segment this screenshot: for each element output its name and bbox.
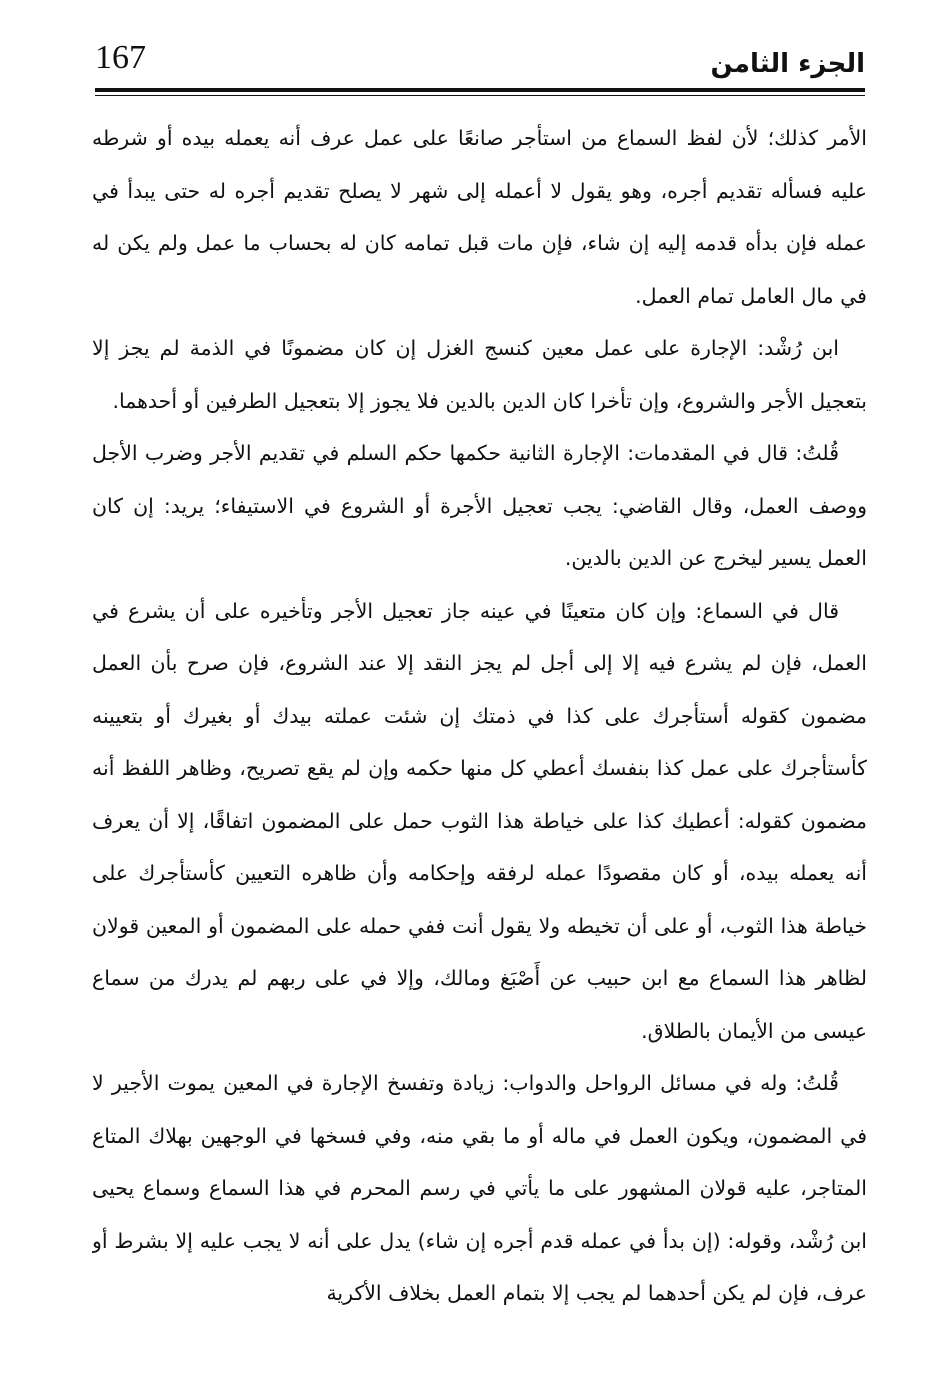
page-number: 167: [95, 39, 146, 76]
paragraph: قُلتُ: وله في مسائل الرواحل والدواب: زيادة وتفسخ الإجارة في المعين يموت الأجير لا في المضمون، ويكون العمل في ماله أو ما بقي منه، وفي فسخها في الوجهين بهلاك المتاع المتاجر، عليه قولان المشهور على ما يأتي في رسم المحرم في هذا السماع وسماع يحيى ابن رُشْد، وقوله: (إن بدأ في عمله قدم أجره إن شاء) يدل على أنه لا يجب عليه إلا بشرط أو عرف، فإن لم يكن أحدهما لم يجب إلا بتمام العمل بخلاف الأكرية: [92, 1071, 867, 1305]
header-rule-thin: [95, 95, 865, 96]
page-header: [95, 36, 865, 86]
paragraph: قال في السماع: وإن كان متعينًا في عينه جاز تعجيل الأجر وتأخيره على أن يشرع في العمل، فإن لم يشرع فيه إلا إلى أجل لم يجز النقد إلا عند الشروع، فإن صرح بأن العمل مضمون كقوله أستأجرك على كذا في ذمتك إن شئت عملته بيدك أو بغيرك أو بتعيينه كأستأجرك على عمل كذا بنفسك أعطي كل منها حكمه وإن لم يقع تصريح، وظاهر اللفظ أنه مضمون كقوله: أعطيك كذا على خياطة هذا الثوب حمل على المضمون اتفاقًا، إلا أن يعرف أنه يعمله بيده، أو كان مقصودًا عمله لرفقه وإحكامه وأن ظاهره التعيين كأستأجرك على خياطة هذا الثوب، أو على أن تخيطه ولا يقول أنت ففي حمله على المضمون أو المعين قولان لظاهر هذا السماع مع ابن حبيب عن أَصْبَغ ومالك، وإلا في على ربهم لم يدرك من سماع عيسى من الأيمان بالطلاق.: [92, 598, 867, 1043]
body-text: [92, 112, 867, 1382]
running-title: الجزء الثامن: [710, 49, 865, 79]
paragraph: ابن رُشْد: الإجارة على عمل معين كنسج الغزل إن كان مضمونًا في الذمة لم يجز إلا بتعجيل الأجر والشروع، وإن تأخرا كان الدين بالدين فلا يجوز إلا بتعجيل الطرفين أو أحدهما.: [92, 336, 867, 413]
paragraph: الأمر كذلك؛ لأن لفظ السماع من استأجر صانعًا على عمل عرف أنه يعمله بيده أو شرطه عليه فسأله تقديم أجره، وهو يقول لا أعمله إلى شهر لا يصلح تقديم أجره له حتى يبدأ في عمله فإن بدأه قدمه إليه إن شاء، فإن مات قبل تمامه كان له بحساب ما عمل ولم يكن له في مال العامل تمام العمل.: [92, 126, 867, 308]
header-rule-thick: [95, 88, 865, 92]
paragraph: قُلتُ: قال في المقدمات: الإجارة الثانية حكمها حكم السلم في تقديم الأجر وضرب الأجل ووصف العمل، وقال القاضي: يجب تعجيل الأجرة أو الشروع في الاستيفاء؛ يريد: إن كان العمل يسير ليخرج عن الدين بالدين.: [92, 441, 867, 570]
